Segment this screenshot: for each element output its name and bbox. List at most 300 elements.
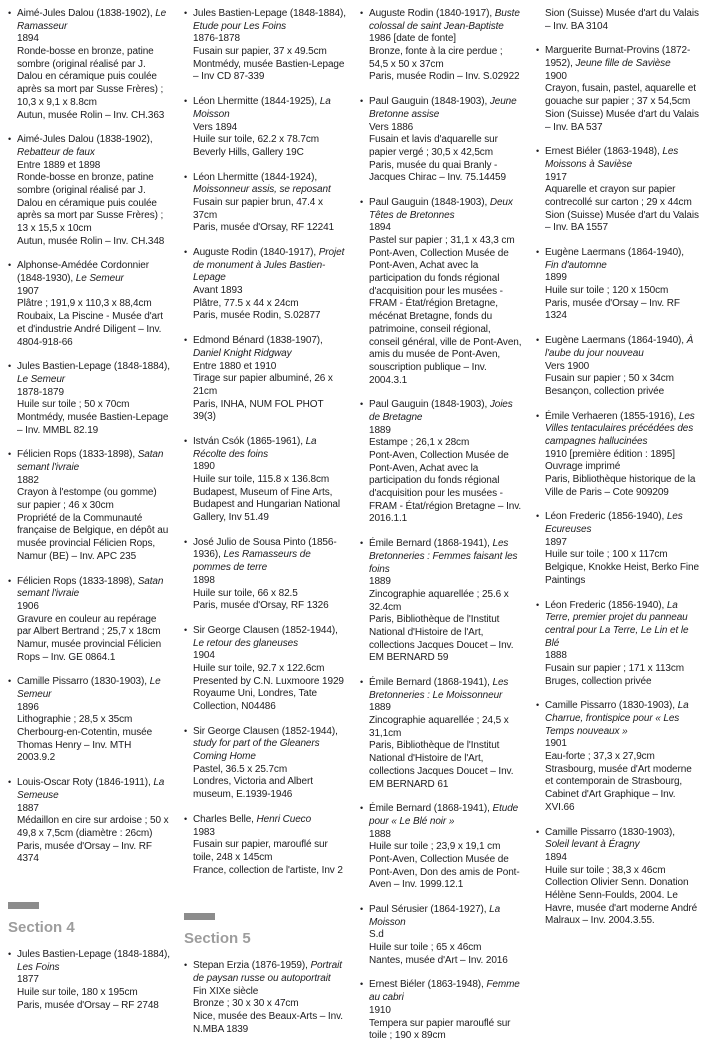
entry-heading (360, 904, 523, 929)
artwork-title: La Moisson (193, 96, 331, 120)
entry-detail-line: Propriété de la Communauté française de Belgique, en dépôt au musée provincial Félicien Rops, Namur (BE) – Inv. APC 235 (17, 512, 169, 562)
entry-detail-line: Paris, musée Rodin – Inv. S.02922 (369, 71, 520, 83)
bullet-icon: • (536, 335, 540, 346)
artist-name: José Julio de Sousa Pinto (1856-1936), (193, 536, 337, 561)
artist-name: Jules Bastien-Lepage (1848-1884), (17, 948, 170, 960)
entry-detail-line: 1889 (369, 424, 391, 436)
catalog-entry (8, 361, 171, 437)
entry-detail-line: Belgique, Knokke Heist, Berko Fine Paintings (545, 562, 699, 586)
entry-detail-line: Pont-Aven, Collection Musée de Pont-Aven, Achat avec la participation du fonds régional d'acquisition pour les musées - FRAM - État/région Bretagne – Inv. 2016.1.1 (369, 450, 522, 525)
entry-detail-line: Paris, musée du quai Branly - Jacques Chirac – Inv. 75.14459 (369, 159, 506, 184)
entry-detail-line: 1986 [date de fonte] (369, 33, 456, 45)
catalog-entry (184, 436, 347, 525)
entry-detail-line: Autun, musée Rolin – Inv. CH.363 (17, 109, 165, 121)
bullet-icon: • (184, 335, 188, 346)
bullet-icon: • (360, 96, 364, 107)
artwork-title: Le Semeur (17, 373, 66, 385)
entry-detail-line: 1910 [première édition : 1895] (545, 448, 675, 460)
entry-detail-line: Entre 1880 et 1910 (193, 360, 277, 372)
artist-name: Émile Bernard (1868-1941), (369, 677, 490, 688)
entry-detail-line: 1878-1879 (17, 386, 64, 398)
catalog-entry (8, 576, 171, 665)
entry-heading (536, 410, 699, 449)
entry-heading (8, 948, 171, 974)
bullet-icon: • (184, 624, 188, 635)
artwork-title: Joies de Bretagne (369, 399, 513, 423)
artwork-title: Henri Cueco (256, 813, 312, 825)
catalog-column-1 (8, 8, 171, 1055)
entry-detail-line: 1882 (17, 474, 39, 486)
bullet-icon: • (360, 677, 364, 687)
entry-detail-line: Lithographie ; 28,5 x 35cm (17, 714, 133, 726)
bullet-icon: • (8, 134, 12, 145)
entry-detail-line: Cherbourg-en-Cotentin, musée Thomas Henry – Inv. MTH 2003.9.2 (17, 727, 153, 764)
entry-detail-line: 1894 (369, 222, 391, 234)
catalog-entry (360, 8, 523, 84)
entry-detail-line: Tirage sur papier albuminé, 26 x 21cm (193, 373, 333, 397)
entry-heading (184, 335, 347, 360)
artist-name: Eugène Laermans (1864-1940), (545, 247, 684, 258)
catalog-entry (184, 537, 347, 613)
entry-heading (536, 599, 699, 651)
catalog-entry (8, 676, 171, 765)
entry-heading (8, 449, 171, 474)
artwork-title: Etude pour « Le Blé noir » (369, 803, 519, 827)
entry-detail-line: Strasbourg, musée d'Art moderne et contemporain de Strasbourg, Cabinet d'Art Graphique – Inv. XVI.66 (545, 763, 692, 813)
artwork-title: Moissonneur assis, se reposant (193, 184, 331, 196)
entry-detail-line: 1889 (369, 576, 391, 588)
entry-heading (536, 826, 699, 852)
bullet-icon: • (8, 676, 12, 687)
entry-heading (360, 196, 523, 222)
entry-detail-line: 1904 (193, 650, 215, 662)
artist-name: Léon Lhermitte (1844-1925), (193, 96, 318, 108)
entry-detail-line: Plâtre ; 191,9 x 110,3 x 88,4cm (17, 298, 152, 310)
catalog-entry (8, 8, 171, 122)
artist-name: István Csók (1865-1961), (193, 435, 303, 447)
catalog-entry (536, 827, 699, 929)
entry-heading (536, 247, 699, 272)
entry-detail-line: Paris, musée Rodin, S.02877 (193, 310, 321, 322)
entry-detail-line: Vers 1894 (193, 121, 238, 133)
catalog-column-4 (536, 8, 699, 1055)
section-title: Section 4 (8, 918, 75, 936)
artist-name: Eugène Laermans (1864-1940), (545, 335, 684, 347)
entry-heading (184, 8, 347, 33)
entry-detail-line: Paris, musée d'Orsay, RF 1326 (193, 600, 329, 612)
entry-detail-line: Besançon, collection privée (545, 385, 665, 397)
bullet-icon: • (360, 399, 364, 410)
artist-name: Émile Verhaeren (1855-1916), (545, 410, 677, 422)
artist-name: Edmond Bénard (1838-1907), (193, 335, 323, 347)
entry-detail-line: 1877 (17, 974, 39, 986)
entry-heading (8, 676, 171, 701)
entry-detail-line: Beverly Hills, Gallery 19C (193, 146, 304, 158)
entry-detail-line: 1907 (17, 285, 39, 297)
entry-heading (184, 247, 347, 285)
bullet-icon: • (184, 725, 188, 736)
entry-detail-line: Fusain et lavis d'aquarelle sur papier vergé ; 30,5 x 42,5cm (369, 134, 498, 158)
bullet-icon: • (536, 247, 540, 257)
catalog-entry (360, 904, 523, 967)
entry-heading (8, 8, 171, 33)
entry-detail-line: Budapest, Museum of Fine Arts, Budapest and Hungarian National Gallery, Inv 51.49 (193, 486, 341, 524)
artwork-title: Jeune fille de Savièse (575, 58, 671, 70)
entry-detail-line: Huile sur toile, 115.8 x 136.8cm (193, 474, 330, 485)
entry-detail-line: 1894 (545, 851, 567, 863)
entry-heading (184, 96, 347, 121)
entry-detail-line: Zincographie aquarellée ; 25.6 x 32.4cm (369, 588, 509, 613)
artist-name: Louis-Oscar Roty (1846-1911), (17, 777, 151, 789)
entry-detail-line: Estampe ; 26,1 x 28cm (369, 437, 470, 449)
bullet-icon: • (8, 260, 12, 271)
entry-detail-line: Pont-Aven, Collection Musée de Pont-Aven, Achat avec la participation du fonds régional d'acquisition pour les musées - FRAM - État/région Bretagne, mécénat Bretagne, fonds du patrimoine, conseil régional, conseil général, ville de Pont-Aven, amis du musée de Pont-Aven, souscription publique – Inv. 2004.3.1 (369, 247, 522, 386)
artwork-title: Femme au cabri (369, 979, 520, 1004)
entry-detail-line: Paris, INHA, NUM FOL PHOT 39(3) (193, 398, 324, 423)
entry-detail-line: Huile sur toile ; 100 x 117cm (545, 549, 668, 561)
catalog-entry (360, 96, 523, 185)
entry-detail-line: 1898 (193, 574, 215, 586)
bullet-icon: • (184, 536, 188, 547)
artist-name: Paul Gauguin (1848-1903), (369, 96, 488, 108)
entry-detail-line: Huile sur toile ; 65 x 46cm (369, 942, 482, 954)
catalog-entry (184, 335, 347, 424)
catalog-entry (184, 726, 347, 802)
artwork-title: Les Ramasseurs de pommes de terre (193, 549, 311, 574)
catalog-entry (184, 247, 347, 323)
section-divider-bar (184, 913, 215, 920)
entry-detail-line: Sion (Suisse) Musée d'art du Valais – Inv. BA 537 (545, 108, 699, 133)
entry-detail-line: Bruges, collection privée (545, 675, 652, 687)
entry-heading (536, 335, 699, 360)
artist-name: Alphonse-Amédée Cordonnier (1848-1930), (17, 260, 149, 285)
entry-detail-line: 1889 (369, 702, 391, 714)
entry-detail-line: Paris, Bibliothèque historique de la Ville de Paris – Cote 909209 (545, 474, 696, 498)
catalog-column-2 (184, 8, 347, 1055)
entry-detail-line: Pastel, 36.5 x 25.7cm (193, 763, 288, 775)
entry-detail-line: Zincographie aquarellée ; 24,5 x 31,1cm (369, 715, 509, 739)
entry-detail-line: 1983 (193, 826, 215, 838)
entry-detail-line: Paris, musée d'Orsay, RF 12241 (193, 222, 335, 234)
entry-detail-line: Montmédy, musée Bastien-Lepage – Inv CD 87-339 (193, 58, 345, 83)
entry-detail-line: Vers 1886 (369, 121, 414, 133)
entry-heading (360, 538, 523, 576)
artwork-title: La Récolte des foins (193, 435, 317, 460)
catalog-entry (184, 625, 347, 714)
bullet-icon: • (184, 96, 188, 107)
entry-detail-line: Ronde-bosse en bronze, patine sombre (original réalisé par J. Dalou en céramique puis coulée après sa mort par Susse Frères) ; 10,3 x 9,1 x 8.8cm (17, 46, 164, 108)
entry-detail-line: Ronde-bosse en bronze, patine sombre (original réalisé par J. Dalou en céramique puis coulée après sa mort par Susse Frères) ; 13 x 15,5 x 10cm (17, 172, 164, 234)
artist-name: Paul Gauguin (1848-1903), (369, 399, 488, 411)
entry-detail-line: 1917 (545, 171, 567, 183)
bullet-icon: • (184, 8, 188, 18)
artist-name: Émile Bernard (1868-1941), (369, 803, 490, 815)
entry-detail-line: Paris, musée d'Orsay – Inv. RF 1324 (545, 297, 680, 322)
artist-name: Marguerite Burnat-Provins (1872-1952), (545, 45, 691, 70)
entry-detail-line: Paris, Bibliothèque de l'Institut National d'Histoire de l'Art, collections Jacques Doucet – Inv. EM BERNARD 59 (369, 614, 514, 664)
entry-detail-line: Sion (Suisse) Musée d'art du Valais – Inv. BA 3104 (545, 8, 699, 32)
entry-detail-line: Aquarelle et crayon sur papier contrecollé sur carton ; 29 x 44cm (545, 184, 692, 208)
bullet-icon: • (536, 599, 540, 610)
artist-name: Camille Pissarro (1830-1903), (545, 700, 675, 712)
entry-detail-line: Huile sur toile, 66 x 82.5 (193, 587, 298, 599)
entry-detail-line: Huile sur toile, 92.7 x 122.6cm (193, 662, 325, 674)
artwork-title: Le Ramasseur (17, 8, 167, 32)
artist-name: Stepan Erzia (1876-1959), (193, 960, 308, 972)
artist-name: Aimé-Jules Dalou (1838-1902), (17, 134, 153, 146)
bullet-icon: • (360, 803, 364, 814)
entry-detail-line: Huile sur toile ; 120 x 150cm (545, 285, 669, 297)
entry-detail-line: Fusain sur papier, 37 x 49.5cm (193, 46, 327, 58)
entry-detail-line: Bronze, fonte à la cire perdue ; 54,5 x 50 x 37cm (369, 46, 503, 70)
artist-name: Léon Frederic (1856-1940), (545, 599, 665, 611)
artist-name: Paul Sérusier (1864-1927), (369, 904, 487, 915)
entry-detail-line: Fusain sur papier, marouflé sur toile, 248 x 145cm (193, 839, 328, 863)
entry-detail-line: Crayon à l'estompe (ou gomme) sur papier ; 46 x 30cm (17, 487, 157, 512)
entry-detail-line: 1900 (545, 70, 567, 82)
bullet-icon: • (184, 960, 188, 971)
entry-detail-line: Namur, musée provincial Félicien Rops – Inv. GE 0864.1 (17, 638, 162, 663)
catalog-entry (360, 538, 523, 665)
entry-detail-line: 1897 (545, 536, 567, 548)
catalog-entry (536, 8, 699, 33)
entry-detail-line: Huile sur toile ; 38,3 x 46cm (545, 864, 666, 876)
entry-heading (536, 511, 699, 536)
artwork-title: Le retour des glaneuses (193, 637, 298, 649)
entry-detail-line: Sion (Suisse) Musée d'art du Valais – Inv. BA 1557 (545, 209, 699, 234)
catalog-entry (8, 260, 171, 349)
entry-heading (8, 260, 171, 285)
bullet-icon: • (184, 813, 188, 824)
artist-name: Sir George Clausen (1852-1944), (193, 624, 338, 636)
catalog-entry (360, 803, 523, 892)
catalog-column-3 (360, 8, 523, 1055)
artwork-title: Les Bretonneries : Le Moissonneur (369, 677, 509, 701)
section-header (184, 913, 347, 948)
entry-detail-line: France, collection de l'artiste, Inv 2 (193, 864, 343, 876)
entry-detail-line: Paris, Bibliothèque de l'Institut National d'Histoire de l'Art, collections Jacques Doucet – Inv. EM BERNARD 61 (369, 740, 514, 790)
artwork-title: Le Semeur (75, 273, 124, 285)
bullet-icon: • (8, 948, 12, 959)
bullet-icon: • (536, 146, 540, 157)
entry-detail-line: S.d (369, 929, 384, 941)
entry-detail-line: Presented by C.N. Luxmoore 1929 (193, 675, 344, 687)
entry-heading (8, 361, 171, 386)
entry-heading (360, 677, 523, 702)
entry-heading (360, 803, 523, 828)
entry-detail-line: Collection Olivier Senn. Donation Hélène Senn-Foulds, 2004. Le Havre, musée d'art moderne André Malraux – Inv. 2004.3.55. (545, 877, 698, 927)
entry-detail-line: Fusain sur papier ; 171 x 113cm (545, 662, 685, 674)
catalog-entry (8, 134, 171, 248)
entry-detail-line: Bronze ; 30 x 30 x 47cm (193, 998, 299, 1010)
entry-detail-line: Tempera sur papier marouflé sur toile ; 190 x 89cm (369, 1017, 511, 1042)
artwork-title: Daniel Knight Ridgway (193, 347, 292, 359)
entry-detail-line: Autun, musée Rolin – Inv. CH.348 (17, 235, 165, 247)
catalog-entry (360, 677, 523, 791)
entry-heading (8, 134, 171, 159)
bullet-icon: • (8, 361, 12, 372)
catalog-entry (360, 197, 523, 387)
entry-detail-line: Royaume Uni, Londres, Tate Collection, N04486 (193, 688, 317, 712)
catalog-entry (536, 335, 699, 398)
entry-heading (184, 813, 347, 827)
artwork-title: Les Villes tentaculaires précédées des campagnes hallucinées (545, 410, 695, 447)
artist-name: Émile Bernard (1868-1941), (369, 538, 490, 550)
entry-detail-line: Plâtre, 77.5 x 44 x 24cm (193, 297, 299, 309)
entry-heading (536, 45, 699, 70)
artwork-title: La Terre, premier projet du panneau central pour La Terre, Le Lin et le Blé (545, 599, 689, 649)
bullet-icon: • (360, 904, 364, 914)
entry-detail-line: 1899 (545, 272, 567, 284)
entry-detail-line: Huile sur toile, 180 x 195cm (17, 987, 138, 999)
artwork-title: Satan semant l'ivraie (17, 449, 164, 473)
entry-detail-line: 1910 (369, 1004, 391, 1016)
entry-detail-line: Pont-Aven, Collection Musée de Pont-Aven, Don des amis de Pont-Aven – Inv. 1999.12.1 (369, 853, 520, 891)
section-divider-bar (8, 902, 39, 909)
catalog-entry (184, 814, 347, 877)
entry-detail-line: Avant 1893 (193, 285, 243, 297)
entry-detail-line: 1901 (545, 738, 567, 750)
entry-detail-line: Eau-forte ; 37,3 x 27,9cm (545, 751, 655, 763)
artwork-title: La Charrue, frontispice pour « Les Temps nouveaux » (545, 700, 689, 737)
entry-detail-line: Huile sur toile, 62.2 x 78.7cm (193, 134, 319, 146)
section-title: Section 5 (184, 930, 251, 948)
entry-heading (184, 960, 347, 985)
artwork-title: Les Moissons à Savièse (545, 146, 679, 170)
artist-name: Auguste Rodin (1840-1917), (193, 247, 317, 258)
bullet-icon: • (360, 8, 364, 18)
artwork-title: Portrait de paysan russe ou autoportrait (193, 960, 342, 984)
entry-detail-line: 1894 (17, 33, 39, 45)
entry-detail-line: Fusain sur papier brun, 47.4 x 37cm (193, 196, 323, 221)
entry-detail-line: 1876-1878 (193, 33, 240, 45)
artist-name: Ernest Biéler (1863-1948), (369, 979, 484, 991)
artist-name: Auguste Rodin (1840-1917), (369, 8, 493, 19)
bullet-icon: • (536, 826, 540, 837)
entry-detail-line: Londres, Victoria and Albert museum, E.1939-1946 (193, 776, 313, 801)
artist-name: Aimé-Jules Dalou (1838-1902), (17, 8, 153, 19)
artist-name: Jules Bastien-Lepage (1848-1884), (193, 8, 346, 19)
bullet-icon: • (360, 538, 364, 549)
artist-name: Léon Frederic (1856-1940), (545, 511, 665, 523)
artwork-title: Projet de monument à Jules Bastien-Lepage (193, 247, 345, 284)
catalog-entry (184, 96, 347, 159)
artwork-title: Satan semant l'ivraie (17, 575, 164, 600)
bullet-icon: • (360, 979, 364, 990)
artwork-title: La Moisson (369, 904, 501, 928)
artwork-title: Soleil levant à Éragny (545, 839, 640, 851)
catalog-entry (184, 172, 347, 235)
catalog-entry (8, 949, 171, 1012)
artwork-title: Etude pour Les Foins (193, 20, 287, 32)
artwork-title: Deux Têtes de Bretonnes (369, 196, 513, 221)
entry-heading (184, 725, 347, 764)
entry-heading (8, 777, 171, 802)
entry-detail-line: Paris, musée d'Orsay – Inv. RF 4374 (17, 840, 152, 865)
entry-heading (360, 8, 523, 33)
artist-name: Félicien Rops (1833-1898), (17, 575, 136, 587)
entry-heading (536, 146, 699, 171)
entry-detail-line: Huile sur toile ; 23,9 x 19,1 cm (369, 841, 501, 853)
entry-detail-line: Fusain sur papier ; 50 x 34cm (545, 373, 674, 385)
catalog-entry (536, 600, 699, 689)
entry-detail-line: Huile sur toile ; 50 x 70cm (17, 399, 130, 411)
artwork-title: Fin d'automne (545, 259, 607, 271)
bullet-icon: • (8, 449, 12, 460)
artwork-title: Les Ecureuses (545, 511, 683, 536)
entry-detail-line: Nice, musée des Beaux-Arts – Inv. N.MBA 1839 (193, 1011, 343, 1035)
artwork-title: La Semeuse (17, 777, 165, 801)
bullet-icon: • (536, 45, 540, 56)
bullet-icon: • (8, 575, 12, 586)
artist-name: Camille Pissarro (1830-1903), (17, 676, 147, 688)
catalog-entry (8, 449, 171, 563)
bullet-icon: • (184, 435, 188, 446)
entry-detail-line: 1887 (17, 802, 39, 814)
catalog-entry (8, 777, 171, 866)
entry-detail-line: Crayon, fusain, pastel, aquarelle et gouache sur papier ; 37 x 54,5cm (545, 83, 696, 108)
entry-heading (360, 96, 523, 121)
entry-detail-line: 1896 (17, 701, 39, 713)
bullet-icon: • (536, 511, 540, 522)
entry-detail-line: Nantes, musée d'Art – Inv. 2016 (369, 954, 508, 966)
entry-detail-line: Entre 1889 et 1898 (17, 159, 101, 171)
artist-name: Léon Lhermitte (1844-1924), (193, 171, 318, 183)
catalog-entry (184, 960, 347, 1036)
bullet-icon: • (536, 700, 540, 711)
catalog-entry (360, 399, 523, 526)
artist-name: Charles Belle, (193, 813, 254, 825)
entry-heading (8, 575, 171, 601)
entry-detail-line: Gravure en couleur au repérage par Albert Bertrand ; 25,7 x 18cm (17, 613, 161, 638)
section-header (8, 902, 171, 937)
entry-detail-line: Ouvrage imprimé (545, 461, 621, 473)
entry-detail-line: 1888 (545, 650, 567, 662)
artist-name: Sir George Clausen (1852-1944), (193, 725, 338, 737)
entry-detail-line: Pastel sur papier ; 31,1 x 43,3 cm (369, 235, 515, 246)
artist-name: Félicien Rops (1833-1898), (17, 449, 136, 461)
catalog-entry (536, 411, 699, 500)
entry-detail-line: Paris, musée d'Orsay – RF 2748 (17, 999, 159, 1011)
entry-heading (184, 435, 347, 461)
entry-heading (184, 536, 347, 575)
artwork-title: Rebatteur de faux (17, 146, 95, 158)
catalog-entry (184, 8, 347, 84)
catalog-entry (360, 979, 523, 1042)
bullet-icon: • (184, 247, 188, 257)
entry-detail-line: Vers 1900 (545, 360, 590, 372)
entry-heading (360, 399, 523, 424)
bullet-icon: • (184, 171, 188, 182)
entry-detail-line: Fin XIXe siècle (193, 985, 259, 997)
bullet-icon: • (536, 410, 540, 421)
catalog-entry (536, 247, 699, 323)
artwork-title: Les Bretonneries : Femmes faisant les foins (369, 538, 518, 575)
bullet-icon: • (8, 777, 12, 788)
artwork-title: À l'aube du jour nouveau (545, 335, 694, 359)
entry-detail-line: 1888 (369, 828, 391, 840)
artwork-title: Les Foins (17, 961, 60, 973)
catalog-entry (536, 45, 699, 134)
artwork-title: Jeune Bretonne assise (369, 96, 517, 120)
entry-heading (184, 171, 347, 197)
entry-detail-line: Médaillon en cire sur ardoise ; 50 x 49,8 x 7,5cm (diamètre : 26cm) (17, 815, 169, 839)
bullet-icon: • (8, 8, 12, 18)
artist-name: Paul Gauguin (1848-1903), (369, 196, 488, 208)
catalog-entry (536, 146, 699, 235)
artwork-title: Le Semeur (17, 676, 161, 700)
artist-name: Jules Bastien-Lepage (1848-1884), (17, 361, 170, 373)
